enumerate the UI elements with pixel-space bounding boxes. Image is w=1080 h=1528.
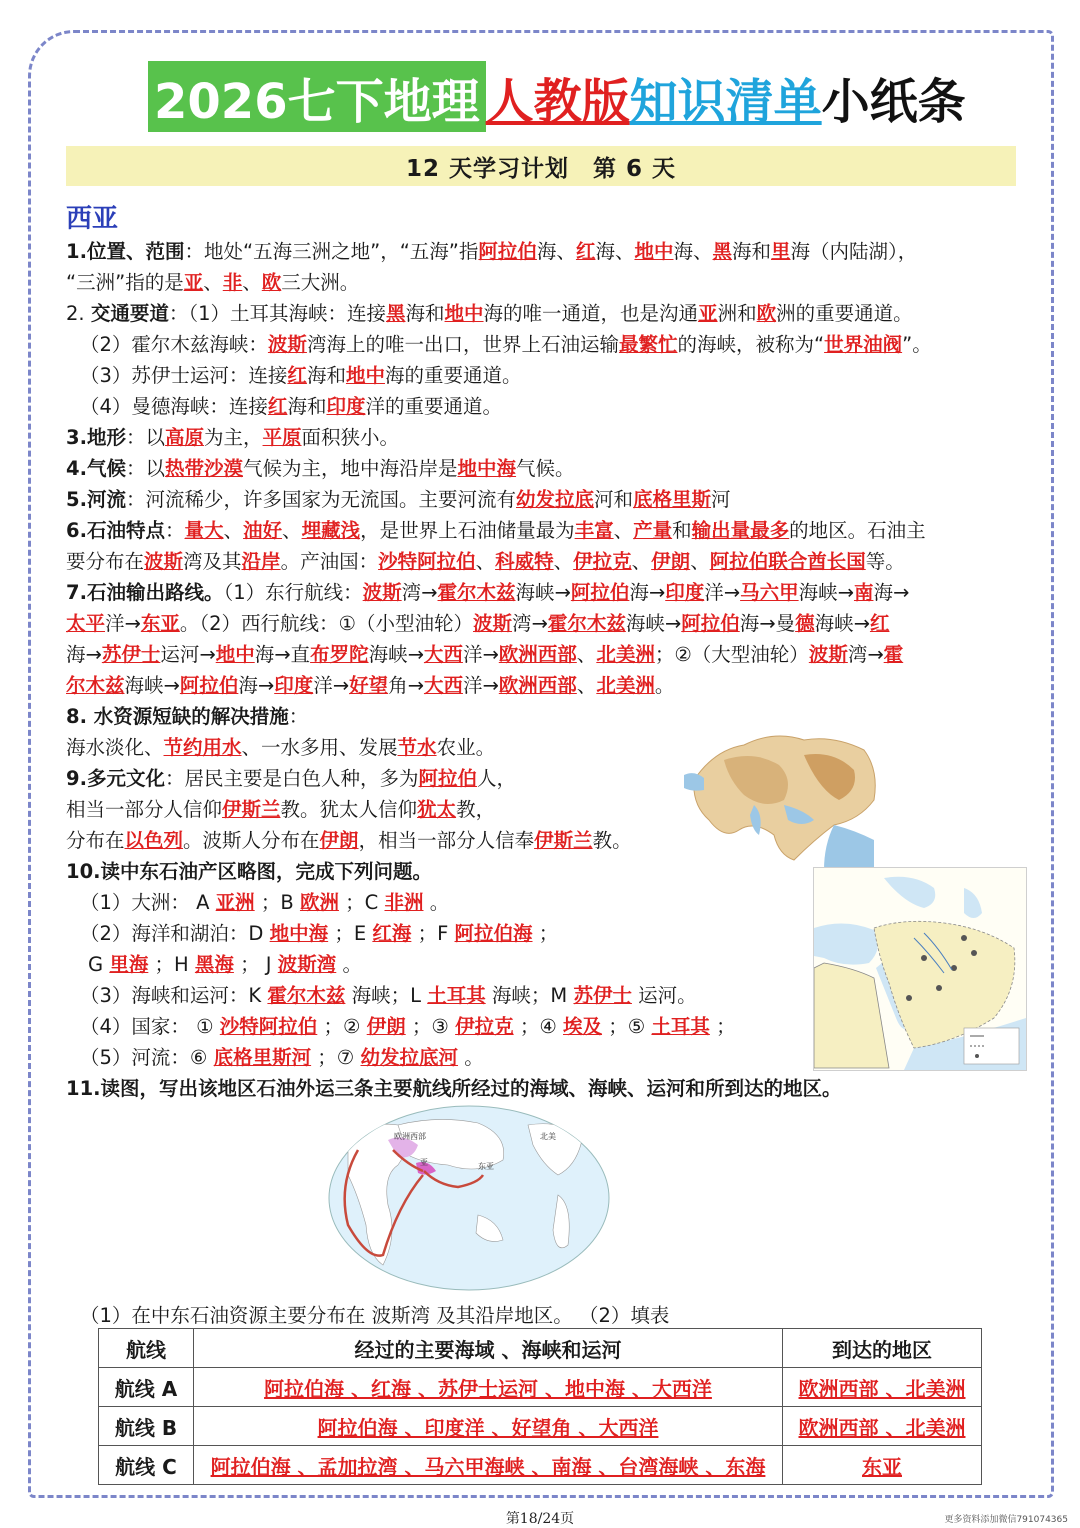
content-line <box>66 515 1016 546</box>
answer-text: 太平 <box>66 612 106 635</box>
body-text: 、 <box>475 550 496 573</box>
oil-route-table <box>98 1328 982 1485</box>
topic-label: 8. 水资源短缺的解决措施 <box>66 705 289 728</box>
answer-text: 平原 <box>262 426 302 449</box>
body-text: ：河流稀少，许多国家为无流国。主要河流有 <box>125 488 516 511</box>
study-plan-banner: 12 天学习计划 第 6 天 <box>66 146 1016 186</box>
body-text: 、 <box>613 519 634 542</box>
body-text: ：以 <box>125 426 165 449</box>
body-text: 海的唯一通道，也是沟通 <box>483 302 699 325</box>
body-text: （3）苏伊士运河：连接 <box>80 364 288 387</box>
body-text: 洋→ <box>462 643 499 666</box>
content-line <box>66 453 1016 484</box>
body-text: ： <box>288 705 309 728</box>
answer-text: 印度 <box>665 581 705 604</box>
answer-text: 霍尔木兹 <box>267 984 346 1007</box>
body-text: 海水淡化、 <box>66 736 164 759</box>
body-text: 湾及其 <box>183 550 242 573</box>
body-text: 湾海上的唯一出口，世界上石油运输 <box>306 333 619 356</box>
content-line <box>66 422 1016 453</box>
page-title <box>148 62 966 132</box>
body-text: 。 <box>423 891 450 914</box>
body-text: 海峡→ <box>124 674 180 697</box>
body-text: 农业。 <box>436 736 496 759</box>
table-row <box>99 1446 982 1485</box>
answer-text: 大西 <box>423 674 463 697</box>
answer-text: 地中 <box>634 240 674 263</box>
body-text: ；B <box>254 891 300 914</box>
body-text: （2）霍尔木兹海峡： <box>80 333 268 356</box>
answer-text: 以色列 <box>124 829 184 852</box>
body-text: 湾→ <box>401 581 438 604</box>
body-text: 湾→ <box>512 612 548 635</box>
answer-text: 波斯湾 <box>277 953 337 976</box>
answer-text: 伊朗 <box>319 829 359 852</box>
answer-text: 好望 <box>349 674 389 697</box>
body-text: ：（1）土耳其海峡：连接 <box>168 302 386 325</box>
body-text: 海峡→ <box>368 643 424 666</box>
content-line <box>66 267 1016 298</box>
answer-text: 产量 <box>633 519 673 542</box>
body-text: 教。犹太人信仰 <box>280 798 418 821</box>
body-text: G <box>88 953 110 976</box>
answer-text: 印度 <box>274 674 314 697</box>
answer-text: 非 <box>222 271 243 294</box>
answer-text: 北美洲 <box>596 674 655 697</box>
route-via: 阿拉伯海 、印度洋 、好望角 、大西洋 <box>194 1407 783 1446</box>
body-text: 。 <box>458 1046 484 1069</box>
body-text: 洲和 <box>717 302 757 325</box>
body-text: ；②（大型油轮） <box>654 643 809 666</box>
map-label-europe: 欧洲西部 <box>394 1132 426 1141</box>
body-text: 。（2）西行航线：①（小型油轮） <box>179 612 474 635</box>
body-text: 的地区。石油主 <box>789 519 926 542</box>
answer-text: 黑 <box>386 302 406 325</box>
answer-text: 红 <box>267 395 288 418</box>
answer-text: 里海 <box>109 953 149 976</box>
route-via: 阿拉伯海 、孟加拉湾 、马六甲海峡 、南海 、台湾海峡 、东海 <box>194 1446 783 1485</box>
answer-text: 苏伊士 <box>573 984 632 1007</box>
body-text: ：地处“五海三洲之地”，“五海”指 <box>184 240 479 263</box>
answer-text: 最繁忙 <box>618 333 678 356</box>
answer-text: 里 <box>771 240 791 263</box>
route-destination: 欧洲西部 、北美洲 <box>783 1407 982 1446</box>
body-text: （3）海峡和运河：K <box>80 984 268 1007</box>
oil-route-world-map <box>328 1105 610 1291</box>
body-text: 、 <box>282 519 302 542</box>
answer-text: 底格里斯 <box>633 488 712 511</box>
body-text: 等。 <box>865 550 905 573</box>
map-label-east-asia: 东亚 <box>478 1162 494 1171</box>
answer-text: 北美洲 <box>596 643 655 666</box>
table-header-destination: 到达的地区 <box>783 1329 982 1368</box>
content-line <box>66 391 1016 422</box>
body-text: 、 <box>631 550 652 573</box>
title-part-3: 知识清单 <box>629 74 822 130</box>
body-text: 海峡→ <box>798 581 854 604</box>
body-text: 海峡→ <box>814 612 870 635</box>
answer-text: 阿拉伯 <box>681 612 740 635</box>
answer-text: 地中海 <box>457 457 517 480</box>
body-text: 三大洲。 <box>281 271 360 294</box>
body-text: 要分布在 <box>66 550 145 573</box>
answer-text: 阿拉伯海 <box>454 922 533 945</box>
answer-text: 红 <box>287 364 307 387</box>
topic-label: 6.石油特点 <box>66 519 165 542</box>
route-destination: 东亚 <box>783 1446 982 1485</box>
answer-text: 伊朗 <box>366 1015 406 1038</box>
body-text: 相当一部分人信仰 <box>66 798 223 821</box>
body-text: 、 <box>242 271 262 294</box>
body-text: 教， <box>456 798 496 821</box>
body-text: 海→ <box>629 581 666 604</box>
topic-label: 4.气候 <box>66 457 126 480</box>
body-text: 、 <box>576 674 597 697</box>
answer-text: 波斯 <box>473 612 513 635</box>
answer-text: 布罗陀 <box>310 643 369 666</box>
answer-text: 东亚 <box>140 612 180 635</box>
answer-text: 伊斯兰 <box>222 798 281 821</box>
middle-east-oil-map <box>813 867 1027 1071</box>
table-header-route: 航线 <box>99 1329 194 1368</box>
answer-text: 阿拉伯 <box>179 674 239 697</box>
answer-text: 亚 <box>698 302 718 325</box>
answer-text: 马六甲 <box>740 581 799 604</box>
answer-text: 沙特阿拉伯 <box>219 1015 318 1038</box>
table-row <box>99 1407 982 1446</box>
route-name: 航线 B <box>99 1407 194 1446</box>
body-text: 海和 <box>405 302 445 325</box>
body-text: 2. <box>66 302 91 325</box>
answer-text: 伊斯兰 <box>534 829 593 852</box>
answer-text: 沿岸 <box>241 550 281 573</box>
body-text: 和 <box>672 519 692 542</box>
answer-text: 油好 <box>243 519 283 542</box>
body-text: 洋→ <box>462 674 499 697</box>
topic-label: 3.地形 <box>66 426 126 449</box>
answer-text: 埃及 <box>563 1015 603 1038</box>
body-text: （4）曼德海峡：连接 <box>80 395 268 418</box>
answer-text: 阿拉伯联合酋长国 <box>709 550 866 573</box>
body-text: 。 <box>336 953 362 976</box>
body-text: 洋→ <box>105 612 141 635</box>
answer-text: 沙特阿拉伯 <box>378 550 476 573</box>
answer-text: 欧 <box>756 302 777 325</box>
answer-text: 欧 <box>261 271 282 294</box>
body-text: 、 <box>576 643 597 666</box>
answer-text: 霍 <box>883 643 904 666</box>
body-text: ； J <box>233 953 278 976</box>
body-text: ；C <box>338 891 385 914</box>
question-11-text: （1）在中东石油资源主要分布在 波斯湾 及其沿岸地区。 （2）填表 <box>80 1304 670 1327</box>
answer-text: 欧洲西部 <box>498 643 577 666</box>
body-text: 角→ <box>388 674 424 697</box>
topic-label: 11.读图，写出该地区石油外运三条主要航线所经过的海域、海峡、运河和所到达的地区。 <box>66 1077 842 1100</box>
answer-text: 波斯 <box>808 643 848 666</box>
body-text: 人， <box>477 767 517 790</box>
title-part-1: 2026七下地理 <box>148 61 486 132</box>
body-text: 海、 <box>595 240 635 263</box>
body-text: 海、 <box>673 240 713 263</box>
body-text: 洋→ <box>704 581 741 604</box>
body-text: 海→ <box>66 643 102 666</box>
answer-text: 土耳其 <box>427 984 486 1007</box>
body-text: ；⑤ <box>602 1015 652 1038</box>
body-text: 海和 <box>287 395 327 418</box>
answer-text: 霍尔木兹 <box>547 612 626 635</box>
answer-text: 非洲 <box>384 891 424 914</box>
content-line <box>66 236 1016 267</box>
body-text: 分布在 <box>66 829 125 852</box>
answer-text: 地中 <box>215 643 255 666</box>
body-text: 教。 <box>592 829 632 852</box>
content-line <box>66 577 1016 608</box>
body-text: 洋的重要通道。 <box>365 395 502 418</box>
answer-text: 红 <box>869 612 890 635</box>
body-text: （4）国家： ① <box>80 1015 220 1038</box>
section-heading: 西亚 <box>66 204 119 234</box>
answer-text: 霍尔木兹 <box>437 581 516 604</box>
map-label-america: 北美 <box>540 1132 556 1141</box>
body-text: （1）东行航线： <box>223 581 363 604</box>
body-text: 、 <box>223 519 244 542</box>
answer-text: 高原 <box>165 426 205 449</box>
body-text: ，相当一部分人信奉 <box>358 829 535 852</box>
route-via: 阿拉伯海 、红海 、苏伊士运河 、地中海 、大西洋 <box>194 1368 783 1407</box>
terrain-map <box>684 720 884 870</box>
answer-text: 输出量最多 <box>691 519 790 542</box>
body-text: 海和 <box>306 364 346 387</box>
answer-text: 地中 <box>345 364 385 387</box>
body-text: 海、 <box>536 240 576 263</box>
route-name: 航线 A <box>99 1368 194 1407</box>
body-text: ；② <box>317 1015 367 1038</box>
page-number: 第18/24页 <box>505 1511 575 1527</box>
answer-text: 伊拉克 <box>455 1015 514 1038</box>
body-text: 气候。 <box>516 457 575 480</box>
watermark: 更多资料添加微信791074365 <box>944 1515 1068 1525</box>
body-text: 海（内陆湖）， <box>790 240 918 263</box>
answer-text: 伊拉克 <box>573 550 632 573</box>
body-text: 湾→ <box>847 643 884 666</box>
body-text: ”。 <box>902 333 932 356</box>
answer-text: 阿拉伯 <box>478 240 537 263</box>
body-text: 海→ <box>238 674 275 697</box>
body-text: ： <box>164 519 185 542</box>
topic-label: 7.石油输出路线。 <box>66 581 224 604</box>
body-text: 海峡；M <box>485 984 574 1007</box>
answer-text: 节水 <box>397 736 437 759</box>
content-line <box>66 484 1016 515</box>
route-destination: 欧洲西部 、北美洲 <box>783 1368 982 1407</box>
body-text: ； <box>532 922 559 945</box>
answer-text: 亚洲 <box>215 891 255 914</box>
answer-text: 犹太 <box>417 798 457 821</box>
answer-text: 阿拉伯 <box>570 581 630 604</box>
content-line <box>66 639 1016 670</box>
answer-text: 波斯 <box>362 581 402 604</box>
title-part-2: 人教版 <box>485 74 630 130</box>
answer-text: 黑海 <box>194 953 234 976</box>
body-text: ；③ <box>405 1015 456 1038</box>
answer-text: 幼发拉底河 <box>360 1046 459 1069</box>
content-line <box>66 608 1016 639</box>
body-text: 运河。 <box>631 984 697 1007</box>
answer-text: 幼发拉底 <box>516 488 595 511</box>
answer-text: 热带沙漠 <box>165 457 244 480</box>
answer-text: 苏伊士 <box>101 643 161 666</box>
body-text: 、 <box>690 550 710 573</box>
body-text: 。产油国： <box>280 550 379 573</box>
body-text: 海峡；L <box>345 984 428 1007</box>
body-text: 海→直 <box>254 643 311 666</box>
topic-label: 交通要道 <box>90 302 169 325</box>
answer-text: 底格里斯河 <box>213 1046 312 1069</box>
answer-text: 世界油阀 <box>824 333 903 356</box>
content-line <box>66 1073 1016 1104</box>
body-text: 洲的重要通道。 <box>776 302 913 325</box>
title-part-4: 小纸条 <box>821 74 966 130</box>
content-line <box>66 329 1016 360</box>
body-text: 运河→ <box>160 643 216 666</box>
answer-text: 波斯 <box>144 550 184 573</box>
body-text: 为主， <box>204 426 263 449</box>
topic-label: 10.读中东石油产区略图，完成下列问题。 <box>66 860 433 883</box>
body-text: 海峡→ <box>515 581 571 604</box>
body-text: （5）河流：⑥ <box>80 1046 214 1069</box>
body-text: 河和 <box>594 488 634 511</box>
body-text: 洋→ <box>313 674 350 697</box>
answer-text: 大西 <box>423 643 463 666</box>
body-text: 海→ <box>873 581 910 604</box>
map-label-asia: 亚 <box>420 1158 428 1167</box>
answer-text: 欧洲 <box>299 891 339 914</box>
body-text: （2）海洋和湖泊：D <box>80 922 270 945</box>
table-row <box>99 1368 982 1407</box>
answer-text: 亚 <box>183 271 204 294</box>
body-text: ；④ <box>513 1015 564 1038</box>
content-line <box>66 546 1016 577</box>
body-text: 、一水多用、发展 <box>241 736 398 759</box>
answer-text: 阿拉伯 <box>418 767 478 790</box>
body-text: ：居民主要是白色人种，多为 <box>164 767 419 790</box>
body-text: 的海峡，被称为“ <box>677 333 825 356</box>
answer-text: 南 <box>853 581 874 604</box>
body-text: ；F <box>411 922 455 945</box>
body-text: 气候为主，地中海沿岸是 <box>243 457 458 480</box>
answer-text: 波斯 <box>267 333 307 356</box>
answer-text: 黑 <box>712 240 733 263</box>
body-text: ；E <box>328 922 373 945</box>
answer-text: 尔木兹 <box>66 674 125 697</box>
body-text: 海峡→ <box>625 612 682 635</box>
answer-text: 伊朗 <box>651 550 691 573</box>
body-text: ，是世界上石油储量最为 <box>360 519 575 542</box>
route-name: 航线 C <box>99 1446 194 1485</box>
body-text: 海的重要通道。 <box>384 364 522 387</box>
body-text: ；⑦ <box>311 1046 361 1069</box>
topic-label: 5.河流 <box>66 488 126 511</box>
answer-text: 地中海 <box>269 922 329 945</box>
body-text: （1）大洲： A <box>80 891 216 914</box>
answer-text: 土耳其 <box>651 1015 710 1038</box>
body-text: ； <box>709 1015 736 1038</box>
content-line <box>66 298 1016 329</box>
body-text: 。 <box>654 674 675 697</box>
body-text: 、 <box>203 271 223 294</box>
answer-text: 红海 <box>372 922 412 945</box>
answer-text: 德 <box>795 612 815 635</box>
content-line <box>66 360 1016 391</box>
body-text: “三洲”指的是 <box>66 271 184 294</box>
answer-text: 埋藏浅 <box>301 519 361 542</box>
body-text: 面积狭小。 <box>301 426 400 449</box>
answer-text: 印度 <box>326 395 366 418</box>
answer-text: 量大 <box>184 519 224 542</box>
answer-text: 科威特 <box>495 550 554 573</box>
body-text: 。波斯人分布在 <box>183 829 320 852</box>
body-text: 海和 <box>732 240 772 263</box>
answer-text: 地中 <box>444 302 484 325</box>
answer-text: 红 <box>575 240 596 263</box>
content-line <box>66 670 1016 701</box>
answer-text: 节约用水 <box>163 736 242 759</box>
table-header-via: 经过的主要海域 、海峡和运河 <box>194 1329 783 1368</box>
topic-label: 9.多元文化 <box>66 767 165 790</box>
answer-text: 欧洲西部 <box>498 674 577 697</box>
body-text: 河 <box>711 488 731 511</box>
body-text: 海→曼 <box>739 612 796 635</box>
body-text: ：以 <box>125 457 165 480</box>
body-text: ；H <box>148 953 195 976</box>
body-text: 、 <box>553 550 574 573</box>
topic-label: 1.位置、范围 <box>66 240 185 263</box>
answer-text: 丰富 <box>574 519 614 542</box>
